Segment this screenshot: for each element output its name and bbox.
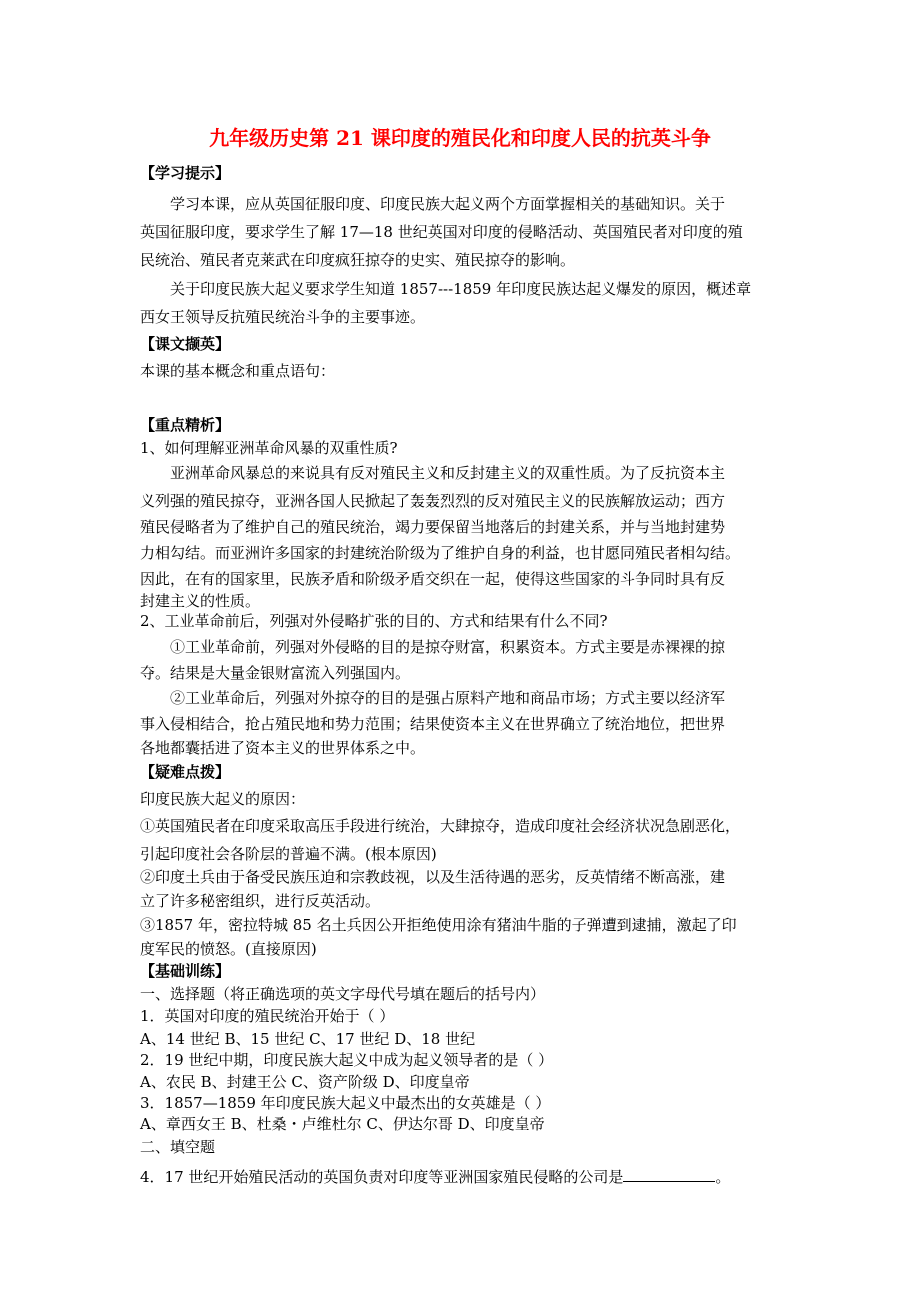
paragraph-line: ①工业革命前，列强对外侵略的目的是掠夺财富，积累资本。方式主要是赤裸裸的掠 — [170, 638, 726, 656]
paragraph-line: 事入侵相结合，抢占殖民地和势力范围；结果使资本主义在世界确立了统治地位，把世界 — [140, 715, 726, 733]
options-line: A、章西女王 B、杜桑・卢维杜尔 C、伊达尔哥 D、印度皇帝 — [140, 1115, 545, 1133]
page-title: 九年级历史第 21 课印度的殖民化和印度人民的抗英斗争 — [209, 126, 711, 150]
paragraph-line: 夺。结果是大量金银财富流入列强国内。 — [140, 664, 411, 682]
section-heading-difficult: 【疑难点拨】 — [140, 763, 231, 781]
paragraph-line: 因此，在有的国家里，民族矛盾和阶级矛盾交织在一起，使得这些国家的斗争同时具有反 — [140, 570, 726, 588]
subsection-heading: 二、填空题 — [140, 1138, 216, 1156]
paragraph-line: ②印度土兵由于备受民族压迫和宗教歧视，以及生活待遇的恶劣，反英情绪不断高涨，建 — [140, 868, 726, 886]
paragraph-line: 亚洲革命风暴总的来说具有反对殖民主义和反封建主义的双重性质。为了反抗资本主 — [170, 464, 726, 482]
section-heading-key-points: 【重点精析】 — [140, 416, 231, 434]
paragraph-line: ③1857 年，密拉特城 85 名土兵因公开拒绝使用涂有猪油牛脂的子弹遭到逮捕，激起了印 — [140, 916, 737, 934]
instruction-line: 一、选择题（将正确选项的英文字母代号填在题后的括号内） — [140, 985, 546, 1003]
fill-blank-question — [140, 1166, 785, 1188]
paragraph-line: 义列强的殖民掠夺，亚洲各国人民掀起了轰轰烈烈的反对殖民主义的民族解放运动；西方 — [140, 492, 726, 510]
question-line: 1、如何理解亚洲革命风暴的双重性质? — [140, 439, 398, 457]
paragraph-line: 力相勾结。而亚洲许多国家的封建统治阶级为了维护自身的利益，也甘愿同殖民者相勾结。 — [140, 544, 741, 562]
paragraph-line: 各地都囊括进了资本主义的世界体系之中。 — [140, 739, 426, 757]
question-line: 2．19 世纪中期，印度民族大起义中成为起义领导者的是（ ） — [140, 1051, 554, 1069]
paragraph-line: 本课的基本概念和重点语句： — [140, 362, 336, 380]
question-text: 4．17 世纪开始殖民活动的英国负责对印度等亚洲国家殖民侵略的公司是 — [140, 1168, 624, 1186]
paragraph-line: ①英国殖民者在印度采取高压手段进行统治，大肆掠夺，造成印度社会经济状况急剧恶化， — [140, 817, 741, 835]
paragraph-line: ②工业革命后，列强对外掠夺的目的是强占原料产地和商品市场；方式主要以经济军 — [170, 689, 726, 707]
section-heading-study-tips: 【学习提示】 — [140, 164, 231, 182]
paragraph-line: 关于印度民族大起义要求学生知道 1857---1859 年印度民族达起义爆发的原因，概述章 — [170, 280, 752, 298]
paragraph-line: 西女王领导反抗殖民统治斗争的主要事迹。 — [140, 308, 426, 326]
options-line: A、农民 B、封建王公 C、资产阶级 D、印度皇帝 — [140, 1073, 470, 1091]
section-heading-training: 【基础训练】 — [140, 962, 231, 980]
paragraph-line: 英国征服印度，要求学生了解 17—18 世纪英国对印度的侵略活动、英国殖民者对印度的殖 — [140, 223, 743, 241]
paragraph-line: 度军民的愤怒。(直接原因) — [140, 940, 317, 958]
paragraph-line: 民统治、殖民者克莱武在印度疯狂掠夺的史实、殖民掠夺的影响。 — [140, 251, 576, 269]
answer-blank[interactable] — [623, 1167, 715, 1182]
paragraph-line: 引起印度社会各阶层的普遍不满。(根本原因) — [140, 845, 437, 863]
section-heading-excerpt: 【课文撷英】 — [140, 335, 231, 353]
paragraph-line: 学习本课，应从英国征服印度、印度民族大起义两个方面掌握相关的基础知识。关于 — [170, 195, 726, 213]
question-end: 。 — [715, 1168, 731, 1186]
paragraph-line: 印度民族大起义的原因： — [140, 790, 306, 808]
paragraph-line: 封建主义的性质。 — [140, 592, 261, 610]
paragraph-line: 立了许多秘密组织，进行反英活动。 — [140, 892, 381, 910]
question-line: 1．英国对印度的殖民统治开始于（ ） — [140, 1007, 395, 1025]
question-line: 3．1857—1859 年印度民族大起义中最杰出的女英雄是（ ） — [140, 1094, 551, 1112]
paragraph-line: 殖民侵略者为了维护自己的殖民统治，竭力要保留当地落后的封建关系，并与当地封建势 — [140, 518, 726, 536]
options-line: A、14 世纪 B、15 世纪 C、17 世纪 D、18 世纪 — [140, 1030, 476, 1048]
question-line: 2、工业革命前后，列强对外侵略扩张的目的、方式和结果有什么不同? — [140, 612, 608, 630]
